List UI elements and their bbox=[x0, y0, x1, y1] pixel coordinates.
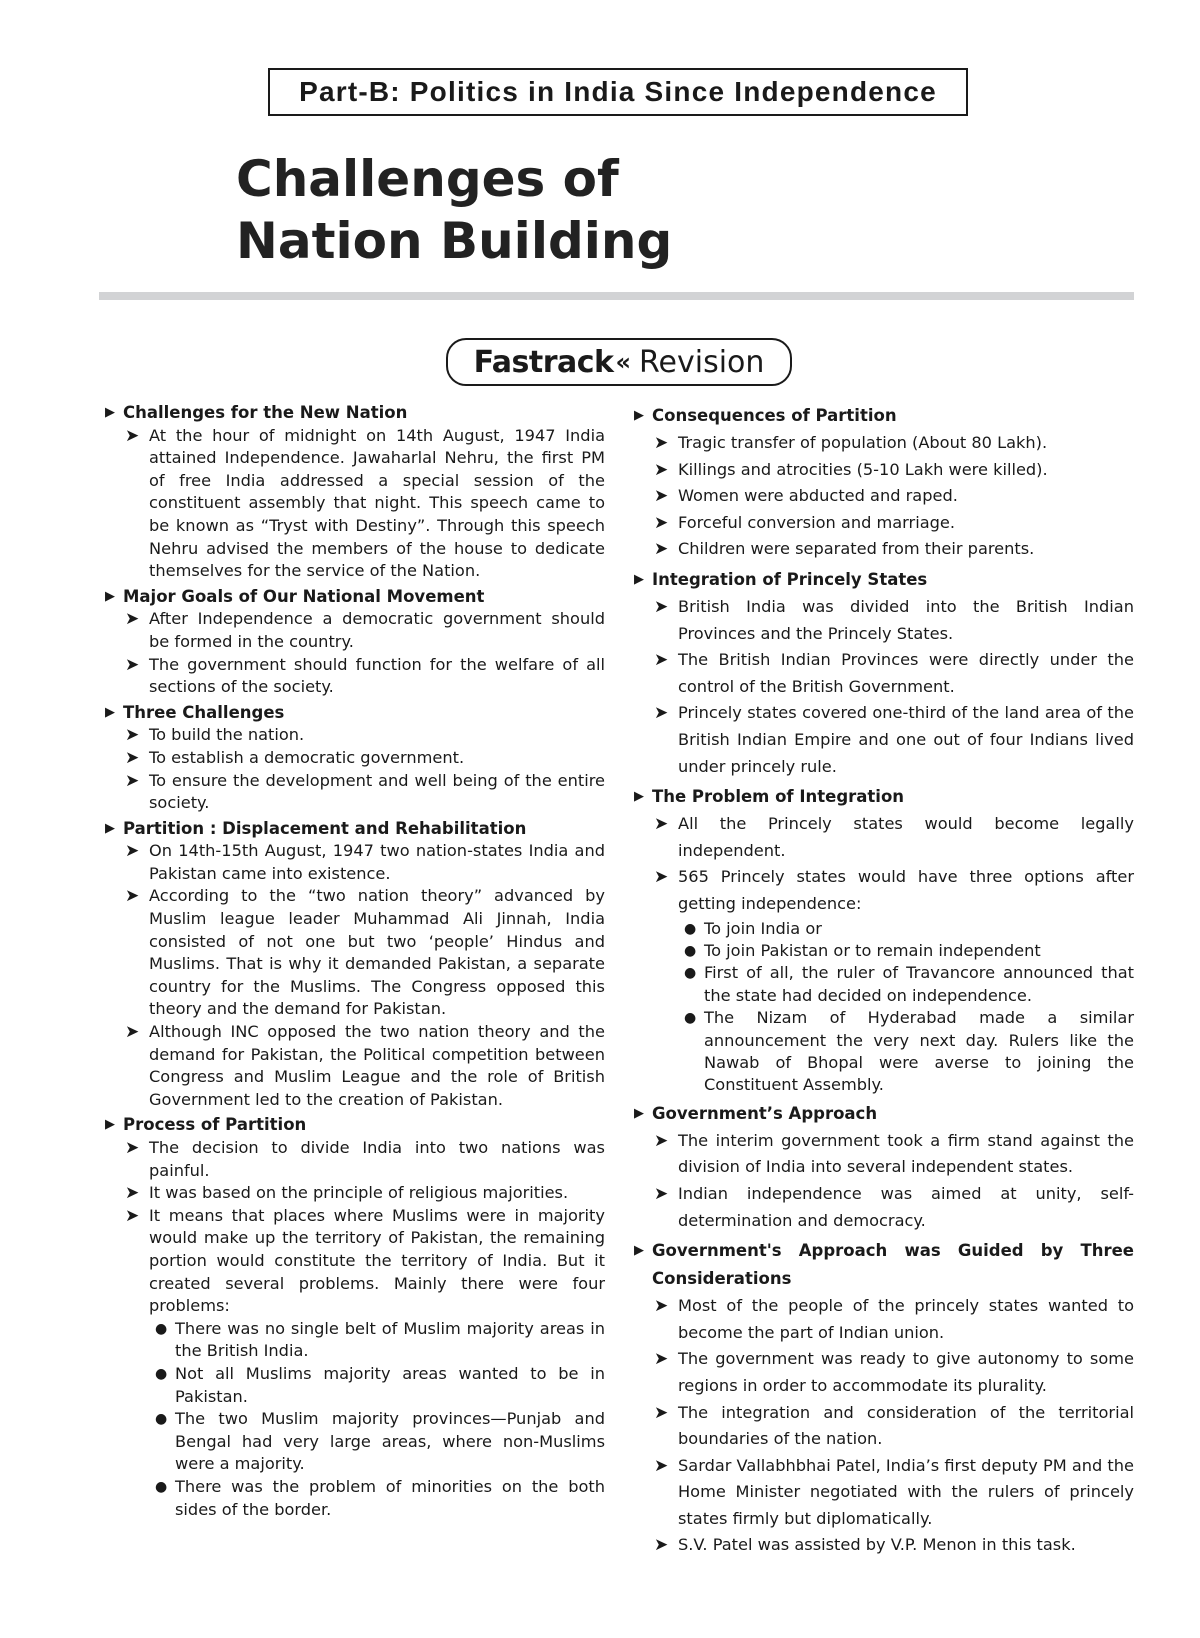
triangle-bullet-icon: ▶ bbox=[634, 789, 644, 805]
section bbox=[105, 702, 605, 815]
arrow-bullet-icon: ➤ bbox=[125, 841, 140, 862]
list-item bbox=[634, 1181, 1134, 1234]
list-item-text: Princely states covered one-third of the land area of the British Indian Empire and one out of four Indians lived under princely rule. bbox=[678, 703, 1134, 776]
arrow-bullet-icon: ➤ bbox=[654, 1535, 669, 1556]
list-item-text: To build the nation. bbox=[149, 725, 305, 745]
section bbox=[634, 1237, 1134, 1559]
arrow-bullet-icon: ➤ bbox=[125, 654, 140, 675]
sub-list-item bbox=[105, 1408, 605, 1476]
list-item bbox=[105, 770, 605, 815]
list-item bbox=[634, 594, 1134, 647]
arrow-bullet-icon: ➤ bbox=[125, 1022, 140, 1043]
list-item-text: The interim government took a firm stand against the division of India into several independent states. bbox=[678, 1130, 1134, 1177]
triangle-bullet-icon: ▶ bbox=[105, 405, 115, 420]
list-item-text: According to the “two nation theory” advanced by Muslim league leader Muhammad Ali Jinnah, India consisted of not one but two ‘people’ Hindus and Muslims. That is why it demanded Pakistan, a separate country for the Muslims. The Congress opposed this theory and the demand for Pakistan. bbox=[149, 886, 605, 1019]
sub-list-item-text: To join Pakistan or to remain independent bbox=[704, 940, 1041, 960]
triangle-bullet-icon: ▶ bbox=[105, 704, 115, 720]
list-item-text: After Independence a democratic government should be formed in the country. bbox=[149, 609, 605, 651]
sub-list-item-text: The two Muslim majority provinces—Punjab and Bengal had very large areas, where non-Muslims were a majority. bbox=[175, 1409, 605, 1474]
fastrack-revision-badge bbox=[446, 338, 792, 386]
list-item bbox=[105, 724, 605, 747]
sub-list bbox=[105, 1318, 605, 1521]
section bbox=[105, 402, 605, 583]
section-heading bbox=[634, 783, 1134, 811]
triangle-bullet-icon: ▶ bbox=[634, 571, 644, 587]
list-item bbox=[105, 840, 605, 885]
arrow-bullet-icon: ➤ bbox=[654, 1296, 669, 1317]
dot-bullet-icon: ● bbox=[155, 1320, 168, 1337]
section bbox=[634, 1100, 1134, 1234]
section-heading bbox=[105, 818, 605, 841]
list-item bbox=[634, 700, 1134, 780]
section-heading-text: Government's Approach was Guided by Three Considerations bbox=[652, 1241, 1134, 1289]
chapter-title bbox=[236, 148, 672, 272]
list-item-text: It means that places where Muslims were in majority would make up the territory of Pakistan, the remaining portion would constitute the territory of India. But it created several problems. Mainly there were four problems: bbox=[149, 1205, 605, 1316]
section bbox=[634, 783, 1134, 1097]
list-item-text: Tragic transfer of population (About 80 Lakh). bbox=[678, 433, 1048, 452]
list-item bbox=[105, 885, 605, 1021]
arrow-bullet-icon: ➤ bbox=[654, 539, 669, 560]
list-item-text: British India was divided into the British Indian Provinces and the Princely States. bbox=[678, 596, 1134, 643]
section bbox=[105, 818, 605, 1112]
list-item-text: Most of the people of the princely states wanted to become the part of Indian union. bbox=[678, 1296, 1134, 1342]
triangle-bullet-icon: ▶ bbox=[634, 408, 644, 423]
list-item bbox=[634, 864, 1134, 917]
chapter-title-line-2: Nation Building bbox=[236, 212, 673, 270]
list-item bbox=[634, 483, 1134, 510]
sub-list-item bbox=[105, 1318, 605, 1363]
arrow-bullet-icon: ➤ bbox=[654, 1349, 669, 1370]
section bbox=[634, 566, 1134, 780]
list-item-text: Indian independence was aimed at unity, self-determination and democracy. bbox=[678, 1183, 1134, 1230]
chevrons-icon: « bbox=[615, 348, 632, 376]
sub-list-item bbox=[634, 962, 1134, 1007]
list-item bbox=[634, 536, 1134, 563]
arrow-bullet-icon: ➤ bbox=[125, 1183, 140, 1204]
list-item-text: At the hour of midnight on 14th August, 1947 India attained Independence. Jawaharlal Nehru, the first PM of free India addressed a special session of the constituent assembly that night. This speech came to be known as “Tryst with Destiny”. Through this speech Nehru advised the members of the house to dedicate themselves for the service of the Nation. bbox=[149, 425, 605, 581]
section-heading-text: Integration of Princely States bbox=[652, 569, 928, 589]
list-item-text: S.V. Patel was assisted by V.P. Menon in this task. bbox=[678, 1535, 1076, 1555]
fastrack-brand: Fastrack bbox=[473, 344, 614, 380]
list-item-text: Forceful conversion and marriage. bbox=[678, 512, 956, 532]
section-heading-text: Three Challenges bbox=[123, 702, 285, 722]
triangle-bullet-icon: ▶ bbox=[105, 820, 115, 836]
section-heading-text: Government’s Approach bbox=[652, 1103, 878, 1123]
sub-list bbox=[634, 918, 1134, 1097]
section-heading-text: The Problem of Integration bbox=[652, 787, 905, 807]
list-item-text: The decision to divide India into two nations was painful. bbox=[149, 1138, 605, 1180]
list-item-text: The integration and consideration of the territorial boundaries of the nation. bbox=[678, 1402, 1134, 1449]
sub-list-item bbox=[634, 1007, 1134, 1097]
right-column bbox=[634, 402, 1134, 1562]
list-item bbox=[634, 1128, 1134, 1181]
sub-list-item bbox=[634, 918, 1134, 940]
dot-bullet-icon: ● bbox=[155, 1365, 168, 1382]
list-item bbox=[105, 1182, 605, 1205]
list-item bbox=[634, 430, 1134, 457]
arrow-bullet-icon: ➤ bbox=[654, 1130, 669, 1151]
chapter-title-line-1: Challenges of bbox=[236, 150, 619, 208]
arrow-bullet-icon: ➤ bbox=[654, 512, 669, 533]
list-item bbox=[105, 1137, 605, 1182]
arrow-bullet-icon: ➤ bbox=[654, 1455, 669, 1476]
dot-bullet-icon: ● bbox=[684, 965, 697, 982]
list-item-text: The government was ready to give autonomy to some regions in order to accommodate its plurality. bbox=[678, 1349, 1134, 1395]
list-item-text: All the Princely states would become legally independent. bbox=[678, 814, 1134, 860]
section-heading bbox=[105, 586, 605, 609]
list-item bbox=[105, 1021, 605, 1111]
dot-bullet-icon: ● bbox=[155, 1478, 168, 1495]
triangle-bullet-icon: ▶ bbox=[634, 1105, 644, 1121]
left-column bbox=[105, 402, 605, 1524]
arrow-bullet-icon: ➤ bbox=[125, 1205, 140, 1226]
list-item-text: Sardar Vallabhbhai Patel, India’s first deputy PM and the Home Minister negotiated with the rulers of princely states firmly but diplomatically. bbox=[678, 1455, 1134, 1528]
triangle-bullet-icon: ▶ bbox=[105, 1117, 115, 1133]
list-item-text: 565 Princely states would have three options after getting independence: bbox=[678, 867, 1134, 913]
section bbox=[634, 402, 1134, 563]
section-heading-text: Challenges for the New Nation bbox=[123, 403, 408, 422]
arrow-bullet-icon: ➤ bbox=[125, 425, 140, 446]
arrow-bullet-icon: ➤ bbox=[125, 725, 140, 746]
section-heading-text: Process of Partition bbox=[123, 1115, 307, 1135]
sub-list-item-text: There was no single belt of Muslim majority areas in the British India. bbox=[175, 1318, 605, 1361]
list-item bbox=[105, 1205, 605, 1318]
section bbox=[105, 1114, 605, 1521]
arrow-bullet-icon: ➤ bbox=[125, 1138, 140, 1158]
triangle-bullet-icon: ▶ bbox=[634, 1243, 644, 1259]
section-divider bbox=[99, 292, 1134, 300]
list-item-text: Although INC opposed the two nation theory and the demand for Pakistan, the Political competition between Congress and Muslim League and the role of British Government led to the creation of Pakistan. bbox=[149, 1022, 605, 1109]
section-heading bbox=[634, 1237, 1134, 1293]
part-title-box bbox=[268, 68, 968, 116]
section-heading bbox=[634, 1100, 1134, 1128]
arrow-bullet-icon: ➤ bbox=[654, 814, 669, 835]
sub-list-item-text: There was the problem of minorities on the both sides of the border. bbox=[175, 1476, 605, 1519]
list-item-text: Killings and atrocities (5-10 Lakh were killed). bbox=[678, 459, 1048, 479]
list-item bbox=[105, 425, 605, 583]
list-item-text: To ensure the development and well being of the entire society. bbox=[149, 770, 605, 813]
list-item-text: The government should function for the welfare of all sections of the society. bbox=[149, 654, 605, 697]
section-heading-text: Consequences of Partition bbox=[652, 406, 897, 425]
dot-bullet-icon: ● bbox=[684, 920, 697, 937]
arrow-bullet-icon: ➤ bbox=[125, 886, 140, 907]
sub-list-item-text: First of all, the ruler of Travancore announced that the state had decided on independence. bbox=[704, 963, 1134, 1005]
list-item-text: Children were separated from their parents. bbox=[678, 539, 1035, 559]
section-heading bbox=[105, 1114, 605, 1137]
arrow-bullet-icon: ➤ bbox=[654, 650, 669, 671]
section-heading bbox=[105, 402, 605, 425]
section-heading-text: Partition : Displacement and Rehabilitation bbox=[123, 818, 527, 838]
list-item bbox=[634, 1293, 1134, 1346]
list-item bbox=[634, 647, 1134, 700]
list-item bbox=[634, 1453, 1134, 1533]
revision-label: Revision bbox=[639, 344, 765, 380]
list-item bbox=[634, 510, 1134, 537]
sub-list-item-text: To join India or bbox=[704, 918, 822, 938]
arrow-bullet-icon: ➤ bbox=[125, 609, 140, 630]
list-item bbox=[105, 747, 605, 770]
section-heading bbox=[634, 566, 1134, 594]
arrow-bullet-icon: ➤ bbox=[654, 867, 669, 888]
list-item-text: On 14th-15th August, 1947 two nation-states India and Pakistan came into existence. bbox=[149, 841, 605, 883]
dot-bullet-icon: ● bbox=[684, 1010, 697, 1027]
dot-bullet-icon: ● bbox=[684, 942, 697, 959]
sub-list-item bbox=[105, 1363, 605, 1408]
list-item-text: Women were abducted and raped. bbox=[678, 486, 958, 506]
arrow-bullet-icon: ➤ bbox=[654, 703, 669, 724]
triangle-bullet-icon: ▶ bbox=[105, 588, 115, 604]
list-item bbox=[634, 1400, 1134, 1453]
dot-bullet-icon: ● bbox=[155, 1411, 168, 1428]
arrow-bullet-icon: ➤ bbox=[654, 596, 669, 617]
list-item bbox=[634, 457, 1134, 484]
arrow-bullet-icon: ➤ bbox=[654, 459, 669, 480]
sub-list-item-text: The Nizam of Hyderabad made a similar announcement the very next day. Rulers like the Nawab of Bhopal were averse to joining the Constituent Assembly. bbox=[704, 1008, 1134, 1095]
list-item bbox=[105, 654, 605, 699]
section-heading-text: Major Goals of Our National Movement bbox=[123, 586, 485, 606]
arrow-bullet-icon: ➤ bbox=[654, 433, 669, 453]
section-heading bbox=[105, 702, 605, 725]
list-item bbox=[105, 608, 605, 653]
part-title: Part-B: Politics in India Since Independence bbox=[299, 76, 937, 107]
list-item bbox=[634, 811, 1134, 864]
arrow-bullet-icon: ➤ bbox=[125, 747, 140, 768]
arrow-bullet-icon: ➤ bbox=[654, 486, 669, 507]
list-item-text: It was based on the principle of religious majorities. bbox=[149, 1183, 569, 1203]
list-item-text: To establish a democratic government. bbox=[149, 747, 465, 767]
section-heading bbox=[634, 402, 1134, 430]
arrow-bullet-icon: ➤ bbox=[125, 770, 140, 791]
list-item bbox=[634, 1346, 1134, 1399]
list-item-text: The British Indian Provinces were directly under the control of the British Government. bbox=[678, 650, 1134, 696]
section bbox=[105, 586, 605, 699]
list-item bbox=[634, 1532, 1134, 1559]
arrow-bullet-icon: ➤ bbox=[654, 1183, 669, 1204]
arrow-bullet-icon: ➤ bbox=[654, 1402, 669, 1423]
sub-list-item bbox=[634, 940, 1134, 962]
sub-list-item bbox=[105, 1476, 605, 1521]
sub-list-item-text: Not all Muslims majority areas wanted to be in Pakistan. bbox=[175, 1363, 605, 1406]
